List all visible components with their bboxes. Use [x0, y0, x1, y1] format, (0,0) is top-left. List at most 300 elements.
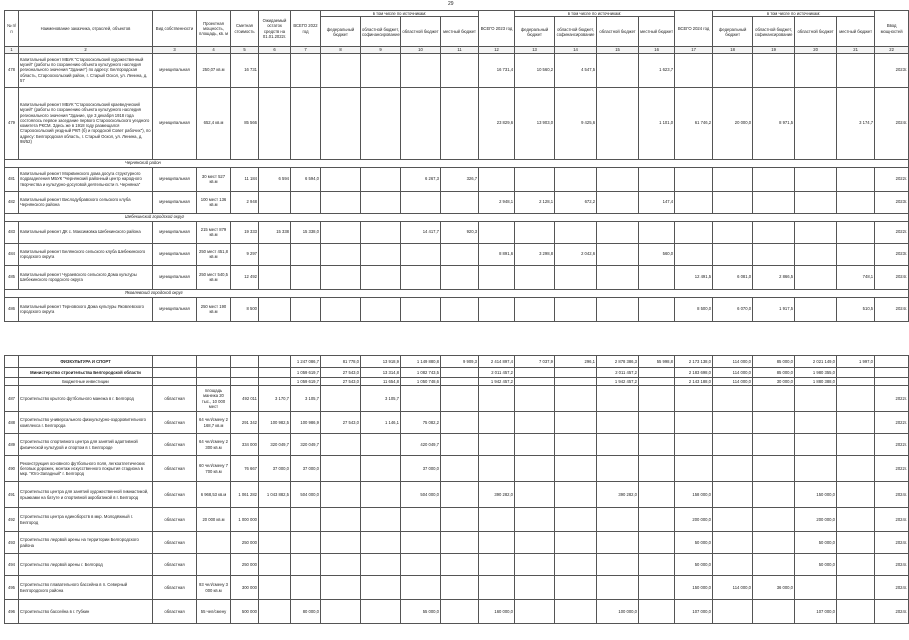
col-header: ВСЕГО 2024 год [675, 11, 713, 47]
table-cell: 1 050 748,6 [401, 378, 441, 386]
table-cell: 60 чел/смену 7 700 кв.м [197, 456, 231, 482]
table-cell [401, 576, 441, 600]
table-cell: 2 011 457,2 [597, 368, 639, 378]
column-index-cell: 20 [795, 47, 837, 53]
table-cell [291, 243, 321, 265]
table-cell [441, 482, 479, 508]
table-cell: 493 [5, 532, 19, 554]
table-cell [479, 554, 515, 576]
table-cell: площадь манежа 20 тыс., 10 000 мест [197, 386, 231, 412]
table-cell: 13 918,9 [361, 356, 401, 368]
table-cell [753, 554, 795, 576]
table-cell [597, 386, 639, 412]
table-cell: областная [153, 554, 197, 576]
column-index-cell: 13 [515, 47, 555, 53]
table-cell [259, 600, 291, 624]
table-cell: 487 [5, 386, 19, 412]
table-cell [5, 368, 19, 378]
table-cell: 6 594 [259, 167, 291, 191]
section-row [5, 289, 909, 297]
table-cell [361, 576, 401, 600]
table-cell: 2024г. [875, 554, 909, 576]
table-cell [713, 532, 753, 554]
table-cell: Строительство спортивного центра для занятий адаптивной физической культурой и спортом в г. Белгороде [19, 434, 153, 456]
table-cell [259, 191, 291, 213]
table-cell: 320 049,7 [291, 434, 321, 456]
table-cell: 27 543,0 [321, 378, 361, 386]
table-cell [639, 297, 675, 321]
table-cell [753, 434, 795, 456]
table-cell [837, 482, 875, 508]
table-cell: 250 мест 451,8 кв.м [197, 243, 231, 265]
table-cell: 492 [5, 508, 19, 532]
col-header: местный бюджет [837, 17, 875, 47]
group-header: в том числе по источникам: [321, 11, 479, 17]
table-cell [675, 243, 713, 265]
table-cell [837, 576, 875, 600]
table-cell: Строительство плавательного бассейна в п. Северный Белгородского района [19, 576, 153, 600]
table-cell [713, 554, 753, 576]
table-cell: 2022г. [875, 167, 909, 191]
table-cell: 2023г. [875, 191, 909, 213]
column-index-cell: 10 [401, 47, 441, 53]
table-cell [753, 386, 795, 412]
table-cell: 2022г. [875, 386, 909, 412]
table-cell: 1 059 619,7 [291, 378, 321, 386]
table-cell [321, 508, 361, 532]
table-cell: областная [153, 576, 197, 600]
column-index-cell: 6 [259, 47, 291, 53]
table-row [5, 482, 909, 508]
total-row [5, 356, 909, 368]
table-cell [515, 265, 555, 289]
table-cell: Строительство бассейна в г. Губкин [19, 600, 153, 624]
table-cell: 6 081,0 [713, 265, 753, 289]
table-cell [153, 356, 197, 368]
table-cell [259, 53, 291, 87]
table-cell: 484 [5, 243, 19, 265]
table-cell: 10 560,2 [515, 53, 555, 87]
table-cell [361, 265, 401, 289]
table-cell: 920,3 [441, 221, 479, 243]
table-cell [291, 265, 321, 289]
table-cell [597, 456, 639, 482]
table-cell [555, 368, 597, 378]
table-cell: 672,2 [555, 191, 597, 213]
column-index-cell: 14 [555, 47, 597, 53]
table-cell: 55 000,0 [401, 600, 441, 624]
page-number: 29 [448, 1, 454, 7]
table-cell: 250 мест 190 кв.м [197, 297, 231, 321]
table-cell [753, 508, 795, 532]
table-cell [231, 368, 259, 378]
table-cell [675, 434, 713, 456]
col-header: федеральный бюджет [321, 17, 361, 47]
table-row [5, 508, 909, 532]
table-cell [753, 191, 795, 213]
table-cell: 2022г. [875, 412, 909, 434]
table-cell: муниципальная [153, 297, 197, 321]
table-cell [441, 576, 479, 600]
table-cell: 2024г. [875, 576, 909, 600]
section-title: Чернянский район [5, 159, 909, 167]
table-cell: Капитальный ремонт ДК с. Максимовка Шебекинского района [19, 221, 153, 243]
table-cell [639, 482, 675, 508]
table-cell: 50 000,0 [795, 554, 837, 576]
column-index-cell: 16 [639, 47, 675, 53]
table-cell [597, 532, 639, 554]
table-cell [441, 368, 479, 378]
table-cell [479, 221, 515, 243]
table-cell [795, 243, 837, 265]
table-cell: 50 000,0 [675, 532, 713, 554]
table-cell [837, 600, 875, 624]
table-cell [5, 356, 19, 368]
table-cell [639, 576, 675, 600]
table-cell [795, 53, 837, 87]
table-cell: 2 866,5 [753, 265, 795, 289]
table-cell: муниципальная [153, 243, 197, 265]
table-cell [401, 87, 441, 159]
table-cell: 100 мест 136 кв.м [197, 191, 231, 213]
table-cell [837, 434, 875, 456]
col-header: местный бюджет [441, 17, 479, 47]
table-cell: 504 000,0 [401, 482, 441, 508]
table-cell: 15 338 [259, 221, 291, 243]
table-cell: 390 282,0 [479, 482, 515, 508]
table-cell: 100 986,9 [291, 412, 321, 434]
table-cell [479, 434, 515, 456]
table-cell: областная [153, 482, 197, 508]
table-cell [401, 53, 441, 87]
table-cell: 100 000,0 [597, 600, 639, 624]
table-cell [291, 87, 321, 159]
column-index-cell: 18 [713, 47, 753, 53]
table-cell [197, 368, 231, 378]
table-cell [441, 297, 479, 321]
table-cell: 2024г. [875, 508, 909, 532]
col-header: Ввод мощностей [875, 11, 909, 47]
table-cell: 492 011 [231, 386, 259, 412]
table-cell [515, 554, 555, 576]
table-cell: 158 000,0 [675, 482, 713, 508]
table-cell [321, 576, 361, 600]
table-cell: 420 049,7 [401, 434, 441, 456]
column-index-cell: 7 [291, 47, 321, 53]
table-cell: 100 982,5 [259, 412, 291, 434]
table-cell: 2023г. [875, 53, 909, 87]
table-cell [555, 167, 597, 191]
table-cell: Капитальный ремонт Терновского Дома культуры Яковлевского городского округа [19, 297, 153, 321]
column-index-cell: 21 [837, 47, 875, 53]
table-cell [479, 532, 515, 554]
table-cell [291, 297, 321, 321]
table-cell [515, 482, 555, 508]
table-cell [597, 297, 639, 321]
table-cell [361, 554, 401, 576]
table-cell: 50 000,0 [675, 554, 713, 576]
table-cell [597, 554, 639, 576]
table-cell [259, 576, 291, 600]
table-cell: 250 000 [231, 554, 259, 576]
table-cell [321, 265, 361, 289]
col-header: № п/п [5, 11, 19, 47]
table-cell [321, 386, 361, 412]
table-cell [675, 167, 713, 191]
table-cell [321, 434, 361, 456]
table-cell [321, 456, 361, 482]
table-cell: областная [153, 532, 197, 554]
table-cell [713, 482, 753, 508]
table-cell: 2 042,6 [555, 243, 597, 265]
table-cell [639, 412, 675, 434]
column-index-cell: 2 [19, 47, 153, 53]
table-cell [837, 532, 875, 554]
table-cell: 14 417,7 [401, 221, 441, 243]
table-cell: Строительство ледовой арены на территории Белгородского района [19, 532, 153, 554]
table-cell: 12 492 [231, 265, 259, 289]
table-cell [875, 368, 909, 378]
table-cell: 494 [5, 554, 19, 576]
table-cell: 320 049,7 [259, 434, 291, 456]
table-cell [555, 221, 597, 243]
table-cell: 2 143 188,0 [675, 378, 713, 386]
table-cell: 491 [5, 482, 19, 508]
table-cell: 19 333 [231, 221, 259, 243]
col-header: областной бюджет [597, 17, 639, 47]
table-cell: Капитальный ремонт Чураевского сельского Дома культуры Шебекинского городского округа [19, 265, 153, 289]
table-cell [361, 297, 401, 321]
table-cell [321, 167, 361, 191]
table-cell [639, 386, 675, 412]
table-cell: 2024г. [875, 87, 909, 159]
table-cell [361, 508, 401, 532]
table-cell [713, 600, 753, 624]
table-cell: муниципальная [153, 265, 197, 289]
table-cell [713, 243, 753, 265]
table-cell: 27 543,0 [321, 368, 361, 378]
table-cell [5, 378, 19, 386]
col-header: областной бюджет, софинансирование [361, 17, 401, 47]
table-cell: 2 948 [231, 191, 259, 213]
table-cell [837, 191, 875, 213]
table-cell [837, 386, 875, 412]
table-cell: Капитальный ремонт Белянского сельского клуба Шебекинского городского округа [19, 243, 153, 265]
table-cell [441, 191, 479, 213]
table-cell: 2 173 138,0 [675, 356, 713, 368]
table-cell: 2022г. [875, 221, 909, 243]
table-cell: 75 082,2 [401, 412, 441, 434]
table-cell [231, 356, 259, 368]
table-cell: 64 чел/смену 2 168,7 кв.м [197, 412, 231, 434]
table-cell: 8 971,5 [753, 87, 795, 159]
table-cell: 160 000,0 [479, 600, 515, 624]
table-cell [515, 434, 555, 456]
table-cell [259, 243, 291, 265]
table-cell: 61 746,2 [675, 87, 713, 159]
table-cell [515, 386, 555, 412]
table-cell: 1 880 388,0 [795, 378, 837, 386]
col-header: Сметная стоимость [231, 11, 259, 47]
table-cell: 1 061 282 [231, 482, 259, 508]
col-header: областной бюджет, софинансирование [753, 17, 795, 47]
table-cell: 37 000,0 [401, 456, 441, 482]
table-cell: 250,07 кв.м [197, 53, 231, 87]
table-cell [639, 532, 675, 554]
table-cell [713, 221, 753, 243]
table-cell [753, 167, 795, 191]
table-cell: областная [153, 508, 197, 532]
table-cell [837, 456, 875, 482]
table-cell: 1 101,0 [639, 87, 675, 159]
table-cell [515, 600, 555, 624]
table-cell: 1 000 000 [231, 508, 259, 532]
table-cell: 2 011 457,2 [479, 368, 515, 378]
table-cell [753, 53, 795, 87]
table-cell [837, 412, 875, 434]
table-cell: Строительство крытого футбольного манежа в г. Белгород [19, 386, 153, 412]
table-cell [361, 532, 401, 554]
table-cell: 15 338,0 [291, 221, 321, 243]
column-index-cell: 4 [197, 47, 231, 53]
table-cell: 85 566 [231, 87, 259, 159]
table-cell: 1 082 743,5 [401, 368, 441, 378]
table-cell [875, 356, 909, 368]
table-cell: 1 917,5 [753, 297, 795, 321]
table-cell [401, 243, 441, 265]
table-cell [479, 576, 515, 600]
table-row [5, 434, 909, 456]
table-cell [515, 167, 555, 191]
table-cell [875, 378, 909, 386]
table-cell: 9 425,6 [555, 87, 597, 159]
table-cell: Капитальный ремонт Морквинского дома досуга структурного подразделения МБУК "Чернянский районный центр народного творчества и культурно-досуговой деятельности п. Чернянка" [19, 167, 153, 191]
table-cell: областная [153, 434, 197, 456]
table-cell: Капитальный ремонт МБУК "Старооскольский краеведческий музей" (работы по сохранению объекта культурного наследия регионального значения "Здание, где 3 декабря 1918 года состоялось первое заседание первого Старооскольского уездного комитета РКСМ. Здесь же в 1918 году размещался Старооскольский уездный РКП (б) и городской Совет рабочих"), по адресу: Белгородская область, г. Старый Оскол, ул. Ленина, д. 98/52) [19, 87, 153, 159]
table-cell: 11 654,8 [361, 378, 401, 386]
table-cell: 16 731,4 [479, 53, 515, 87]
table-cell: 147,4 [639, 191, 675, 213]
table-cell: 1 942 457,2 [597, 378, 639, 386]
column-index-cell: 11 [441, 47, 479, 53]
table-cell: 748,1 [837, 265, 875, 289]
table-cell: Капитальный ремонт МБУК "Старооскольский художественный музей" (работы по сохранению объекта культурного наследия регионального значения "Здание") по адресу: Белгородская область, Старооскольский район, г. Старый Оскол, ул. Ленина, д. 57 [19, 53, 153, 87]
table-cell: 80 000,0 [291, 600, 321, 624]
table-cell [259, 87, 291, 159]
table-row [5, 456, 909, 482]
table-cell [441, 600, 479, 624]
table-cell: 6 070,0 [713, 297, 753, 321]
table-cell: 3 105,7 [291, 386, 321, 412]
table-cell [555, 600, 597, 624]
table-cell [361, 482, 401, 508]
table-cell [321, 87, 361, 159]
table-cell [675, 221, 713, 243]
column-index-cell: 15 [597, 47, 639, 53]
table-cell: 23 829,6 [479, 87, 515, 159]
table-cell [197, 554, 231, 576]
table-cell [153, 368, 197, 378]
table-cell [795, 221, 837, 243]
table-cell [361, 191, 401, 213]
table-cell: 1 059 619,7 [291, 368, 321, 378]
table-cell [401, 386, 441, 412]
table-cell [515, 576, 555, 600]
table-cell: 250 мест 540,5 кв.м [197, 265, 231, 289]
table-cell [321, 600, 361, 624]
table-cell: 200 000,0 [795, 508, 837, 532]
table-cell [555, 434, 597, 456]
table-cell [639, 508, 675, 532]
table-cell: 510,5 [837, 297, 875, 321]
table-cell: 1 149 880,8 [401, 356, 441, 368]
table-cell: 2 021 149,0 [795, 356, 837, 368]
table-cell [321, 532, 361, 554]
table-cell [259, 368, 291, 378]
table-cell: Строительство центра единоборств в мкр. Молодёжный г. Белгород [19, 508, 153, 532]
table-cell [555, 386, 597, 412]
table-cell [321, 554, 361, 576]
table-cell: 481 [5, 167, 19, 191]
table-cell [837, 167, 875, 191]
table-cell: областная [153, 412, 197, 434]
table-cell: Капитальный ремонт Вислодубравского сельского клуба Чернянского района [19, 191, 153, 213]
table-cell [401, 508, 441, 532]
table-cell [713, 412, 753, 434]
table-cell [837, 554, 875, 576]
table-cell [795, 386, 837, 412]
table-cell [555, 532, 597, 554]
table-cell: 500 000 [231, 600, 259, 624]
table-cell [441, 87, 479, 159]
table-cell: 2024г. [875, 482, 909, 508]
total-row [5, 368, 909, 378]
group-header: в том числе по источникам: [713, 11, 875, 17]
table-cell: 485 [5, 265, 19, 289]
table-cell: муниципальная [153, 53, 197, 87]
table-cell [321, 53, 361, 87]
table-cell: 8 500 [231, 297, 259, 321]
table-cell: Строительство центра для занятий художественной гимнастикой, прыжками на батуте и спортивной акробатикой в г. Белгород [19, 482, 153, 508]
section-title: Шебекинский городской округ [5, 213, 909, 221]
investment-table-top [4, 10, 909, 322]
table-cell [479, 167, 515, 191]
table-cell: 2024г. [875, 265, 909, 289]
table-cell: 2 128,1 [515, 191, 555, 213]
table-cell: 64 чел/смену 2 300 кв.м [197, 434, 231, 456]
table-cell: 334 000 [231, 434, 259, 456]
table-cell: 107 000,0 [675, 600, 713, 624]
table-cell [837, 53, 875, 87]
table-cell [515, 456, 555, 482]
table-cell: 37 000,0 [259, 456, 291, 482]
table-cell: 114 000,0 [713, 356, 753, 368]
table-cell: 482 [5, 191, 19, 213]
table-cell: областная [153, 600, 197, 624]
table-cell: 85 000,0 [753, 368, 795, 378]
table-cell [795, 412, 837, 434]
table-cell [639, 368, 675, 378]
table-cell: 6 267,3 [401, 167, 441, 191]
table-cell [515, 532, 555, 554]
table-cell [555, 576, 597, 600]
table-cell [479, 508, 515, 532]
table-cell [639, 600, 675, 624]
table-cell [753, 600, 795, 624]
table-cell [401, 532, 441, 554]
table-cell [321, 482, 361, 508]
table-cell [795, 167, 837, 191]
